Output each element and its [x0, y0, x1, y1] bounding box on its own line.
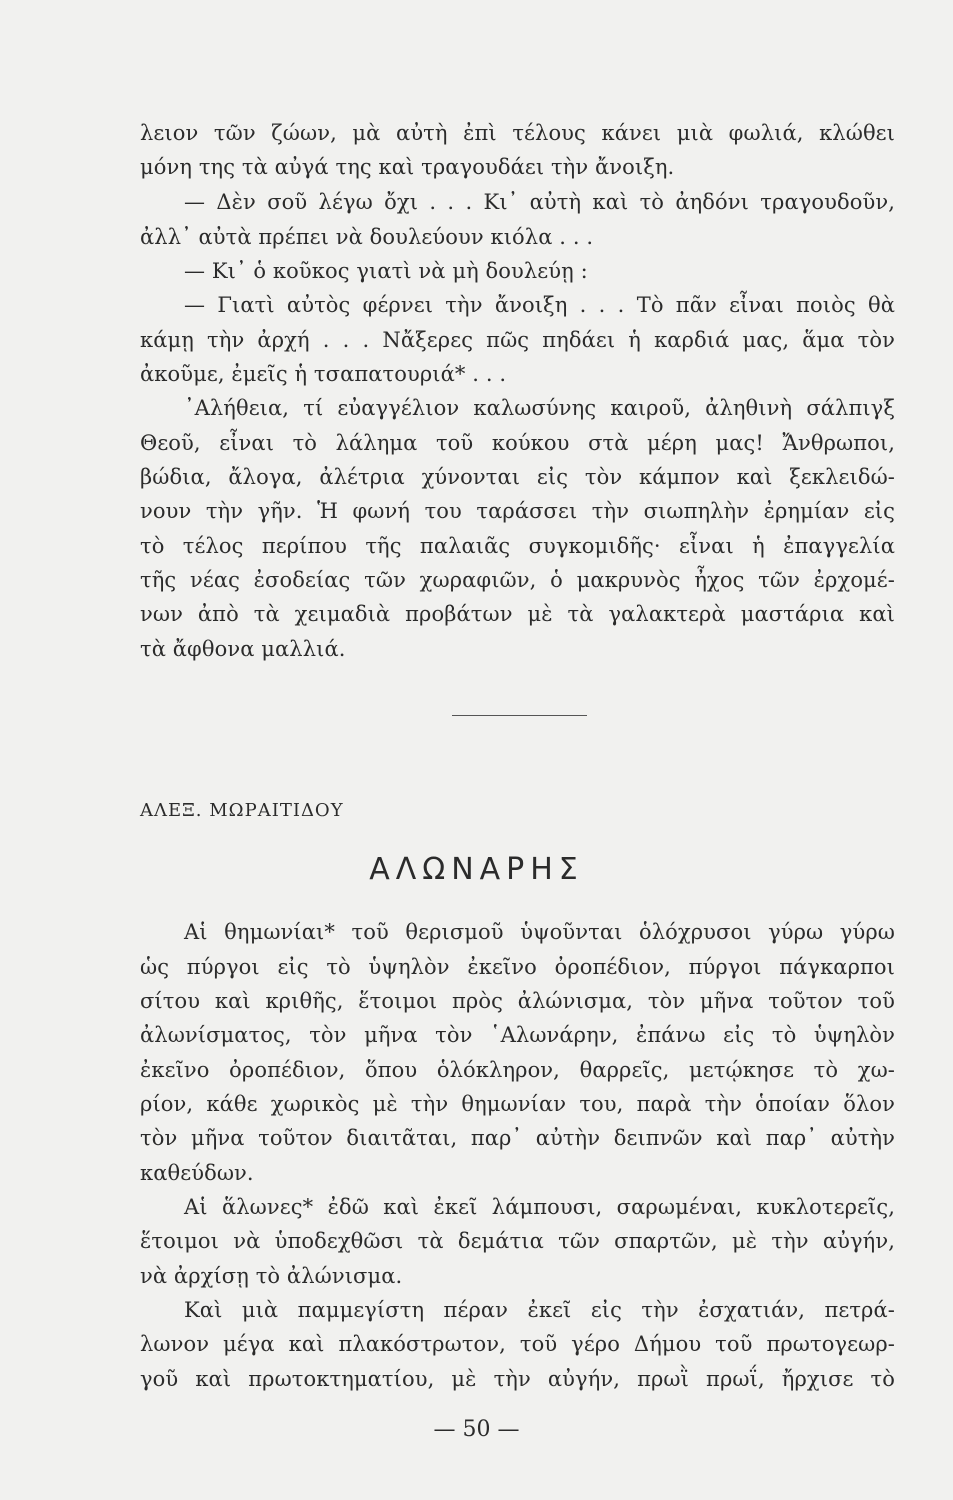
text-line: νὰ ἀρχίσῃ τὸ ἀλώνισμα.	[140, 1264, 403, 1288]
text-line: γοῦ καὶ πρωτοκτηματίου, μὲ τὴν αὐγήν, πρωῒ πρωΐ, ἤρχισε τὸ	[140, 1367, 895, 1391]
text-line: καθεύδων.	[140, 1161, 254, 1185]
text-line: ὡς πύργοι εἰς τὸ ὑψηλὸν ἐκεῖνο ὀροπέδιον, πύργοι πάγκαρποι	[140, 955, 895, 979]
text-line: ἕτοιμοι νὰ ὑποδεχθῶσι τὰ δεμάτια τῶν σπαρτῶν, μὲ τὴν αὐγήν,	[140, 1229, 895, 1253]
text-line: κάμῃ τὴν ἀρχή . . . Νἄξερες πῶς πηδάει ἡ καρδιά μας, ἅμα τὸν	[140, 328, 895, 352]
text-line: σίτου καὶ κριθῆς, ἕτοιμοι πρὸς ἀλώνισμα, τὸν μῆνα τοῦτον τοῦ	[140, 989, 895, 1013]
page-number: — 50 —	[433, 1417, 520, 1442]
text-line: Καὶ μιὰ παμμεγίστη πέραν ἐκεῖ εἰς τὴν ἐσχατιάν, πετρά-	[184, 1298, 895, 1322]
author-name: ΑΛΕΞ. ΜΩΡΑΙΤΙΔΟΥ	[140, 800, 344, 821]
text-line: — Δὲν σοῦ λέγω ὄχι . . . Κι᾿ αὐτὴ καὶ τὸ ἀηδόνι τραγουδοῦν,	[184, 190, 895, 214]
text-line: ἀκοῦμε, ἐμεῖς ἡ τσαπατουριά* . . .	[140, 362, 507, 386]
text-line: ἀλλ᾿ αὐτὰ πρέπει νὰ δουλεύουν κιόλα . . .	[140, 225, 594, 249]
text-line: ρίον, κάθε χωρικὸς μὲ τὴν θημωνίαν του, παρὰ τὴν ὁποίαν ὅλον	[140, 1092, 895, 1116]
text-line: τὰ ἄφθονα μαλλιά.	[140, 637, 346, 661]
text-line: λωνον μέγα καὶ πλακόστρωτον, τοῦ γέρο Δήμου τοῦ πρωτογεωρ-	[140, 1332, 895, 1356]
section-divider	[452, 715, 587, 716]
text-line: τὸν μῆνα τοῦτον διαιτᾶται, παρ᾿ αὐτὴν δειπνῶν καὶ παρ᾿ αὐτὴν	[140, 1126, 895, 1150]
text-line: ἀλωνίσματος, τὸν μῆνα τὸν ῾Αλωνάρην, ἐπάνω εἰς τὸ ὑψηλὸν	[140, 1023, 895, 1047]
text-line: Θεοῦ, εἶναι τὸ λάλημα τοῦ κούκου στὰ μέρη μας! Ἄνθρωποι,	[140, 431, 895, 455]
text-line: τῆς νέας ἐσοδείας τῶν χωραφιῶν, ὁ μακρυνὸς ἦχος τῶν ἐρχομέ-	[140, 568, 895, 592]
text-line: νων ἀπὸ τὰ χειμαδιὰ προβάτων μὲ τὰ γαλακτερὰ μαστάρια καὶ	[140, 602, 895, 626]
text-line: Αἱ θημωνίαι* τοῦ θερισμοῦ ὑψοῦνται ὁλόχρυσοι γύρω γύρω	[184, 920, 895, 944]
text-line: λειον τῶν ζώων, μὰ αὐτὴ ἐπὶ τέλους κάνει μιὰ φωλιά, κλώθει	[140, 121, 895, 145]
text-line: — Γιατὶ αὐτὸς φέρνει τὴν ἄνοιξη . . . Τὸ πᾶν εἶναι ποιὸς θὰ	[184, 293, 895, 317]
text-line: ᾿Αλήθεια, τί εὐαγγέλιον καλωσύνης καιροῦ, ἀληθινὴ σάλπιγξ	[184, 396, 895, 420]
text-line: τὸ τέλος περίπου τῆς παλαιᾶς συγκομιδῆς· εἶναι ἡ ἐπαγγελία	[140, 534, 895, 558]
section-title: ΑΛΩΝΑΡΗΣ	[369, 852, 584, 887]
text-line: μόνη της τὰ αὐγά της καὶ τραγουδάει τὴν ἄνοιξη.	[140, 155, 675, 179]
text-line: νουν τὴν γῆν. Ἡ φωνή του ταράσσει τὴν σιωπηλὴν ἐρημίαν εἰς	[140, 499, 895, 523]
text-line: ἐκεῖνο ὀροπέδιον, ὅπου ὁλόκληρον, θαρρεῖς, μετῴκησε τὸ χω-	[140, 1058, 895, 1082]
text-line: — Κι᾿ ὁ κοῦκος γιατὶ νὰ μὴ δουλεύῃ :	[184, 259, 588, 283]
text-line: βώδια, ἄλογα, ἀλέτρια χύνονται εἰς τὸν κάμπον καὶ ξεκλειδώ-	[140, 465, 895, 489]
text-line: Αἱ ἅλωνες* ἐδῶ καὶ ἐκεῖ λάμπουσι, σαρωμέναι, κυκλοτερεῖς,	[184, 1195, 895, 1219]
